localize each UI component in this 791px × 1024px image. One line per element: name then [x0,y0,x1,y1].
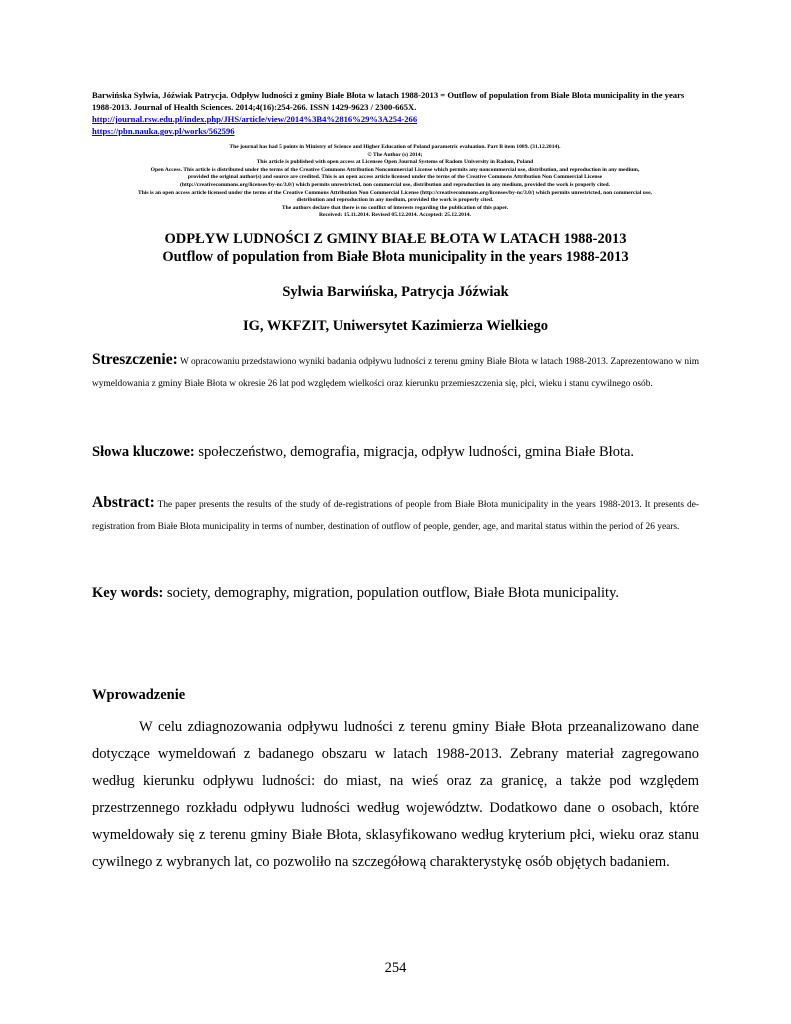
article-link[interactable]: http://journal.rsw.edu.pl/index.php/JHS/article/view/2014%3B4%2816%29%3A254-266 [92,114,418,124]
notice-line: This is an open access article licensed under the terms of the Creative Commons Attribution Non Commercial License (http://creativecommons.org/licenses/by-nc/3.0/) which permits unrestricted, non commercial use, [138,189,652,196]
abstract-english [92,492,699,538]
citation-text: Barwińska Sylwia, Jóźwiak Patrycja. Odpływ ludności z gminy Białe Błota w latach 1988-2013 = Outflow of population from Białe Błota municipality in the years 1988-2013. Journal of Health Sciences. 2014;4(16):254-266. ISSN 1429-9623 / 2300-665X. [92,90,685,112]
notice-line: distribution and reproduction in any medium, provided the work is properly cited. [296,197,494,204]
keywords-english [92,585,699,602]
keywords-polish [92,444,699,461]
page-number: 254 [384,960,407,976]
notice-line: Open Access. This article is distributed under the terms of the Creative Commons Attribution Noncommercial License which permits any noncommercial use, distribution, and reproduction in any medium, [150,166,640,173]
title-english: Outflow of population from Białe Błota municipality in the years 1988-2013 [162,249,629,265]
authors: Sylwia Barwińska, Patrycja Jóźwiak [282,284,509,300]
keywords-english-text: society, demography, migration, population outflow, Białe Błota municipality. [166,585,620,601]
notice-line: The authors declare that there is no conflict of interests regarding the publication of this paper. [281,204,509,211]
notice-line: This article is published with open access at Licensee Open Journal Systems of Radom University in Radom, Poland [256,159,534,166]
license-notice [60,144,730,220]
abstract-english-text: The paper presents the results of the study of de-registrations of people from Białe Błota municipality in the years 1988-2013. It presents de-registration from Białe Błota municipality in terms of number, destination of outflow of people, gender, age, and marital status within the period of 26 years. [92,500,699,532]
pbn-link[interactable]: https://pbn.nauka.gov.pl/works/562596 [92,126,235,136]
notice-line: provided the original author(s) and source are credited. This is an open access article licensed under the terms of the Creative Commons Attribution Non Commercial License [187,174,603,181]
keywords-polish-label: Słowa kluczowe: [92,444,195,460]
citation-block [92,89,702,137]
introduction-paragraph: W celu zdiagnozowania odpływu ludności z terenu gminy Białe Błota przeanalizowano dane dotyczące wymeldowań z badanego obszaru w latach 1988-2013. Zebrany materiał zagregowano według kierunku odpływu ludności: do miast, na wieś oraz za granicę, a także pod względem przestrzennego rozkładu odpływu ludności według województw. Dodatkowo dane o osobach, które wymeldowały się z terenu gminy Białe Błota, sklasyfikowano według kryterium płci, wieku oraz stanu cywilnego z wybranych lat, co pozwoliło na szczegółową charakterystykę osób objętych badaniem. [92,719,699,870]
section-heading-introduction: Wprowadzenie [92,687,186,703]
affiliation: IG, WKFZIT, Uniwersytet Kazimierza Wielkiego [242,318,548,334]
abstract-polish-label: Streszczenie: [92,351,178,368]
notice-line: © The Author (s) 2014; [367,151,423,158]
title-polish: ODPŁYW LUDNOŚCI Z GMINY BIAŁE BŁOTA W LATACH 1988-2013 [164,231,627,247]
keywords-english-label: Key words: [92,585,164,601]
notice-line: (http://creativecommons.org/licenses/by-nc/3.0/) which permits unrestricted, non commercial use, distribution and reproduction in any medium, provided the work is properly cited. [180,181,610,188]
abstract-polish-text: W opracowaniu przedstawiono wyniki badania odpływu ludności z terenu gminy Białe Błota w latach 1988-2013. Zaprezentowano w nim wymeldowania z gminy Białe Błota w okresie 26 lat pod względem wielkości oraz kierunku przemieszczenia się, płci, wieku i stanu cywilnego osób. [92,357,699,389]
keywords-polish-text: społeczeństwo, demografia, migracja, odpływ ludności, gmina Białe Błota. [198,444,635,460]
notice-line: Received: 15.11.2014. Revised 05.12.2014. Accepted: 25.12.2014. [319,212,471,219]
abstract-polish [92,349,699,395]
notice-line: The journal has had 5 points in Ministry of Science and Higher Education of Poland parametric evaluation. Part B item 1089. (31.12.2014). [229,144,561,150]
abstract-english-label: Abstract: [92,494,155,511]
